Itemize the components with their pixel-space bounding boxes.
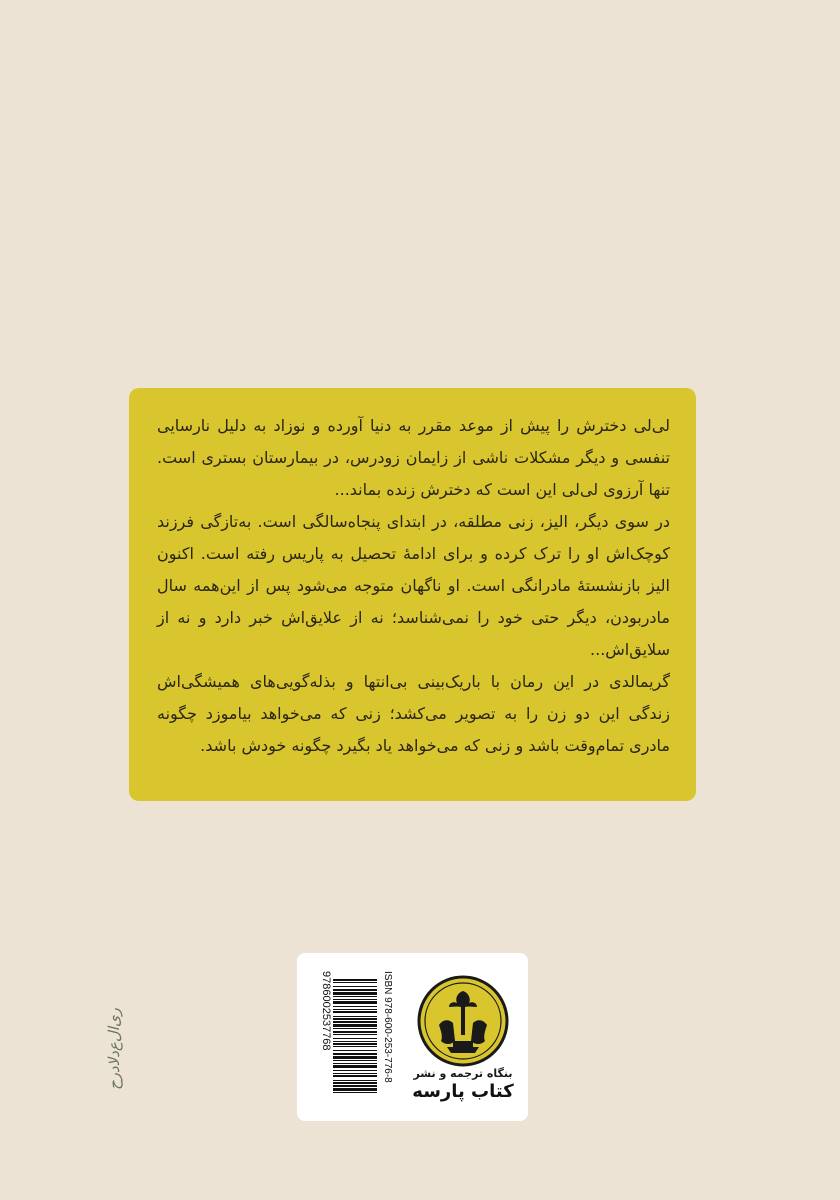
barcode-bar [333,1038,377,1039]
barcode-bar [333,1063,377,1064]
barcode-bar [333,1085,377,1087]
barcode-bar [333,1060,377,1061]
barcode-bar [333,989,377,991]
barcode-bar [333,1050,377,1051]
barcode-bar [333,1006,377,1007]
barcode-bar [333,1056,377,1059]
barcode-bar [333,979,377,981]
barcode-bar [333,1088,377,1091]
barcode-bar [333,1034,377,1035]
publisher-card [297,953,528,1121]
publisher-emblem-icon [417,975,509,1067]
barcode-bar [333,1075,377,1077]
barcode-bar [333,1021,377,1023]
barcode-bar [333,1041,377,1042]
barcode-bar [333,992,377,995]
publisher-subtitle: بنگاه ترجمه و نشر [413,1067,513,1080]
barcode-bar [333,982,377,983]
barcode-bar [333,1073,377,1074]
back-cover-blurb [129,388,696,801]
barcode-bar [333,1046,377,1047]
barcode-bar [333,986,377,987]
barcode-graphic [317,971,397,1103]
barcode-bar [333,1016,377,1017]
blurb-paragraph-1: لی‌لی دخترش را پیش از موعد مقرر به دنیا آورده و نوزاد به دلیل نارسایی تنفسی و دیگر مشکلات ناشی از زایمان زودرس، در بیمارستان بستری است. تنها آرزوی لی‌لی این است که دخترش زنده بماند... [157,416,670,499]
barcode-bar [333,996,377,997]
blurb-paragraph-3: گریمالدی در این رمان با باریک‌بینی بی‌انتها و بذله‌گویی‌های همیشگی‌اش زندگی این دو زن را به تصویر می‌کشد؛ زنی که می‌خواهد بیاموزد چگونه مادری تمام‌وقت باشد و زنی که می‌خواهد یاد بگیرد چگونه خودش باشد. [157,672,670,755]
barcode-bar [333,1009,377,1010]
barcode-bar [333,1070,377,1071]
barcode-bar [333,999,377,1000]
barcode-bar [333,1024,377,1027]
isbn-digits: 9786002537768 [320,971,332,1051]
signature-mark: ری‌ال‌ع‌دلاد‌رح [105,1008,123,1090]
barcode-bar [333,1028,377,1029]
barcode-bar [333,1011,377,1013]
barcode-bar [333,1092,377,1093]
barcode-bar [333,1018,377,1020]
isbn-barcode [317,971,397,1103]
barcode-bar [333,1065,377,1068]
isbn-label: ISBN 978-600-253-776-8 [382,971,393,1083]
barcode-bar [333,1053,377,1055]
barcode-bar [333,1043,377,1045]
publisher-name: کتاب پارسه [412,1081,514,1102]
barcode-bar [333,1031,377,1033]
barcode-bar [333,1080,377,1081]
blurb-paragraph-2: در سوی دیگر، الیز، زنی مطلقه، در ابتدای پنجاه‌سالگی است. به‌تازگی فرزند کوچک‌اش او را ترک کرده و برای ادامهٔ تحصیل به پاریس رفته است. اکنون الیز بازنشستهٔ مادرانگی است. او ناگهان متوجه می‌شود پس از این‌همه سال مادربودن، دیگر حتی خود را نمی‌شناسد؛ نه از علایق‌اش خبر دارد و نه از سلایق‌اش... [157,512,670,659]
barcode-bar [333,1082,377,1084]
barcode-bar [333,1001,377,1004]
